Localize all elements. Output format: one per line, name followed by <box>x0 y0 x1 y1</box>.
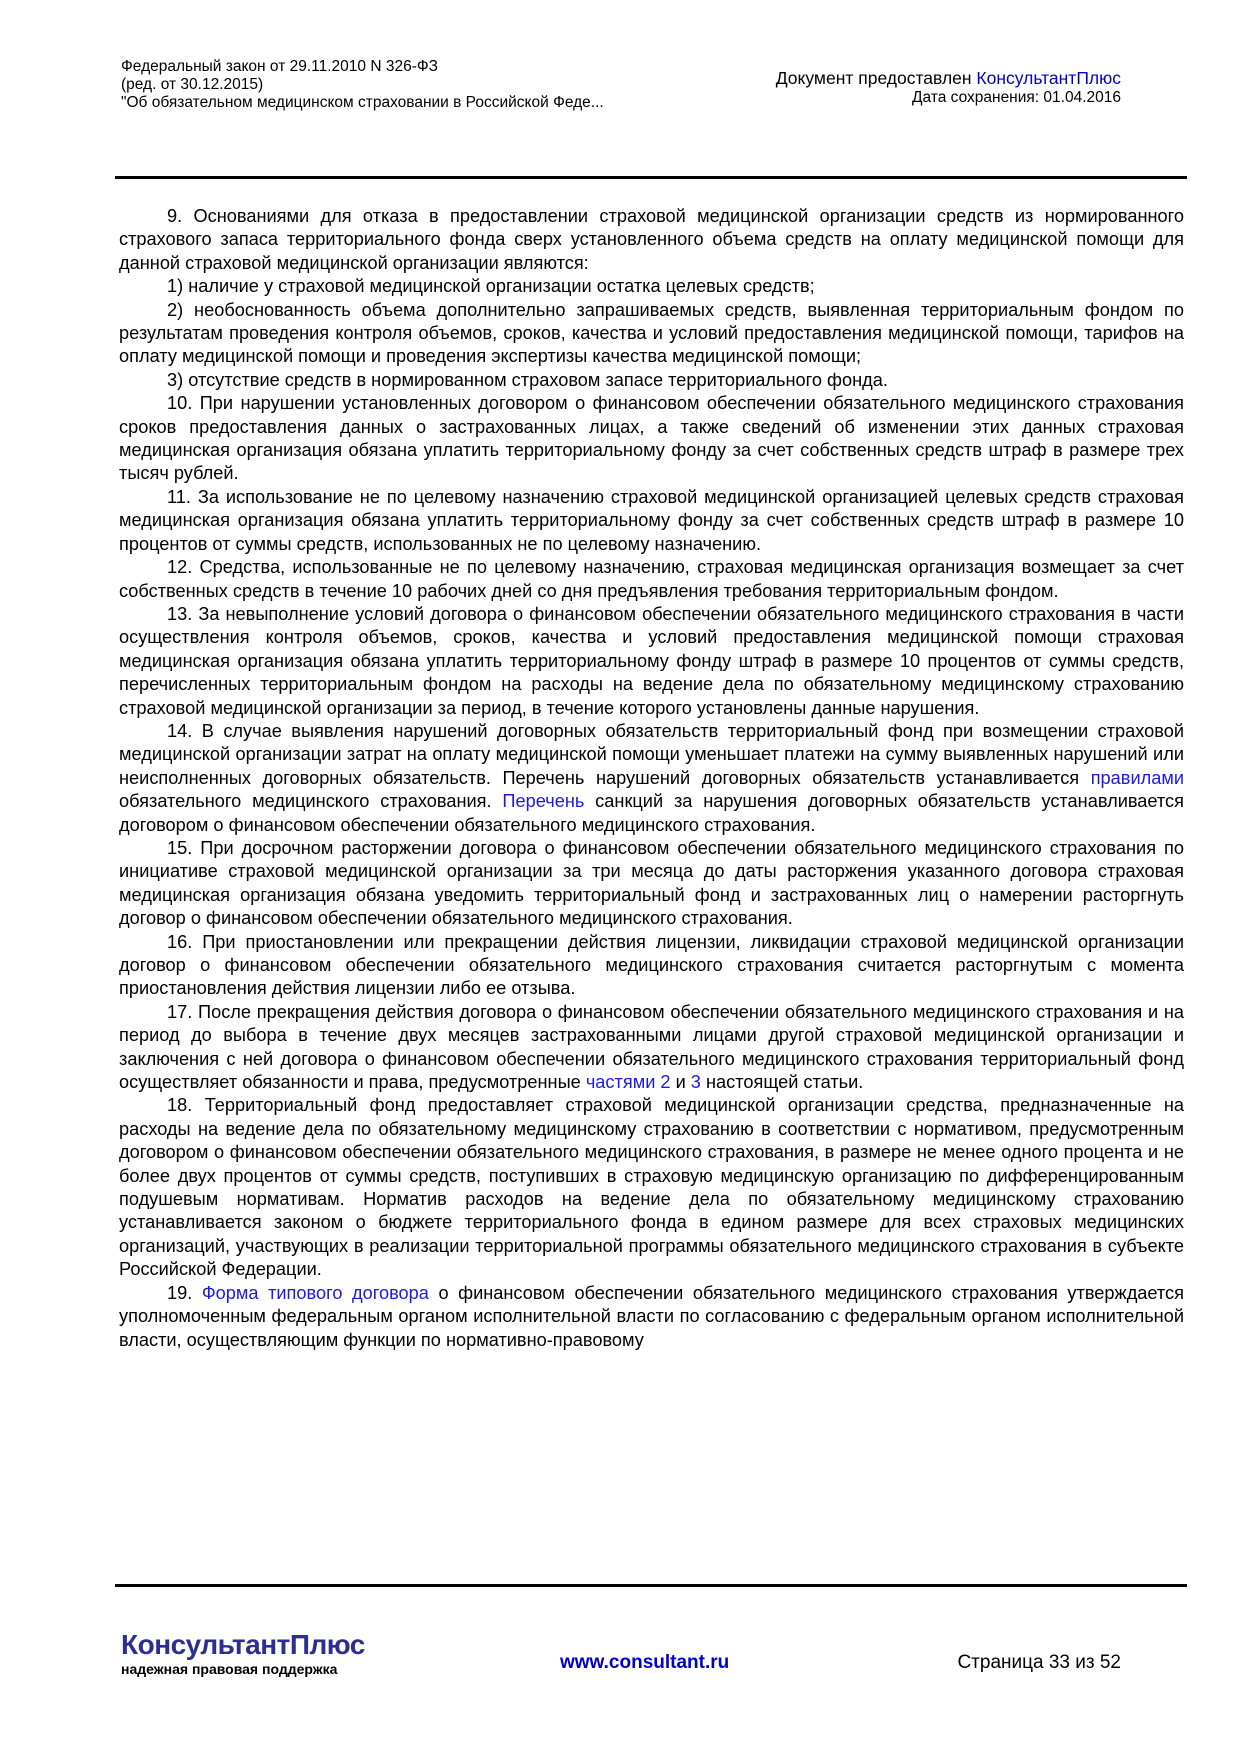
paragraph-17-text: и <box>670 1072 691 1093</box>
footer-divider <box>115 1584 1187 1587</box>
paragraph-15: 15. При досрочном расторжении договора о финансовом обеспечении обязательного медицинского страхования по инициативе страховой медицинской организации за три месяца до даты расторжения указанного договора страховая медицинская организация обязана уведомить территориальный фонд и застрахованных лиц о намерении расторгнуть договор о финансовом обеспечении обязательного медицинского страхования. <box>119 837 1184 929</box>
paragraph-11: 11. За использование не по целевому назначению страховой медицинской организацией целевых средств страховая медицинская организация обязана уплатить территориальному фонду за счет собственных средств штраф в размере 10 процентов от суммы средств, использованных не по целевому назначению. <box>119 486 1184 554</box>
paragraph-9-3: 3) отсутствие средств в нормированном страховом запасе территориального фонда. <box>167 369 888 390</box>
paragraph-14 <box>119 720 1184 837</box>
header-divider <box>115 176 1187 179</box>
paragraph-9-2: 2) необоснованность объема дополнительно запрашиваемых средств, выявленная территориальным фондом по результатам проведения контроля объемов, сроков, качества и условий предоставления медицинской помощи, тарифов на оплату медицинской помощи и проведения экспертизы качества медицинской помощи; <box>119 299 1184 367</box>
footer-tagline: надежная правовая поддержка <box>121 1661 338 1677</box>
paragraph-19 <box>119 1282 1184 1352</box>
paragraph-19-text: 19. <box>167 1282 202 1303</box>
provider-brand: КонсультантПлюс <box>976 68 1121 88</box>
link-part-2[interactable]: частями 2 <box>585 1072 671 1093</box>
link-sanctions-list[interactable]: Перечень <box>502 791 585 812</box>
link-part-3[interactable]: 3 <box>690 1072 701 1093</box>
page-number: Страница 33 из 52 <box>957 1652 1121 1673</box>
paragraph-13: 13. За невыполнение условий договора о финансовом обеспечении обязательного медицинского страхования в части осуществления контроля объемов, сроков, качества и условий предоставления медицинской помощи страховая медицинская организация обязана уплатить территориальному фонду штраф в размере 10 процентов от суммы средств, перечисленных территориальным фондом на расходы на ведение дела по обязательному медицинскому страхованию страховой медицинской организации за период, в течение которого установлены данные нарушения. <box>119 603 1184 718</box>
footer-logo <box>121 1630 365 1678</box>
header-law-name: "Об обязательном медицинском страховании в Российской Феде... <box>121 94 604 111</box>
paragraph-17-text: настоящей статьи. <box>700 1072 864 1093</box>
save-date: Дата сохранения: 01.04.2016 <box>912 89 1121 106</box>
paragraph-17-text: 17. После прекращения действия договора о финансовом обеспечении обязательного медицинского страхования и на период до выбора в течение двух месяцев застрахованными лицами другой страховой медицинской организации и заключения с ней договора о финансовом обеспечении обязательного медицинского страхования территориальный фонд осуществляет обязанности и права, предусмотренные <box>119 1001 1184 1093</box>
paragraph-14-text: обязательного медицинского страхования. <box>119 791 503 812</box>
document-body <box>119 205 1184 1352</box>
document-header-meta <box>776 68 1121 107</box>
header-revision: (ред. от 30.12.2015) <box>121 76 264 93</box>
paragraph-18: 18. Территориальный фонд предоставляет страховой медицинской организации средства, предназначенные на расходы на ведение дела по обязательному медицинскому страхованию в соответствии с нормативом, предусмотренным договором о финансовом обеспечении обязательного медицинского страхования, в размере не менее одного процента и не более двух процентов от суммы средств, поступивших в страховую медицинскую организацию по дифференцированным подушевым нормативам. Норматив расходов на ведение дела по обязательному медицинскому страхованию устанавливается законом о бюджете территориального фонда в едином размере для всех страховых медицинских организаций, участвующих в реализации территориальной программы обязательного медицинского страхования в субъекте Российской Федерации. <box>119 1095 1184 1280</box>
paragraph-14-text: 14. В случае выявления нарушений договорных обязательств территориальный фонд при возмещении страховой медицинской организации затрат на оплату медицинской помощи уменьшает платежи на сумму выявленных нарушений или неисполненных договорных обязательств. Перечень нарушений договорных обязательств устанавливается <box>119 720 1184 788</box>
provided-by-label: Документ предоставлен <box>775 68 977 88</box>
paragraph-10: 10. При нарушении установленных договором о финансовом обеспечении обязательного медицинского страхования сроков предоставления данных о застрахованных лицах, а также сведений об изменении этих данных страховая медицинская организация обязана уплатить территориальному фонду за счет собственных средств штраф в размере трех тысяч рублей. <box>119 393 1184 484</box>
paragraph-16: 16. При приостановлении или прекращении действия лицензии, ликвидации страховой медицинской организации договор о финансовом обеспечении обязательного медицинского страхования считается расторгнутым с момента приостановления действия лицензии либо ее отзыва. <box>119 931 1184 999</box>
footer-website-link[interactable]: www.consultant.ru <box>560 1652 730 1673</box>
paragraph-19-text: о финансовом обеспечении обязательного медицинского страхования утверждается уполномоченным федеральным органом исполнительной власти по согласованию с федеральным органом исполнительной власти, осуществляющим функции по нормативно-правовому <box>119 1282 1184 1350</box>
footer-brand: КонсультантПлюс <box>121 1629 365 1660</box>
document-header-title <box>121 58 604 112</box>
paragraph-9: 9. Основаниями для отказа в предоставлении страховой медицинской организации средств из нормированного страхового запаса территориального фонда сверх установленного объема средств на оплату медицинской помощи для данной страховой медицинской организации являются: <box>119 206 1184 273</box>
paragraph-14-text: санкций за нарушения договорных обязательств устанавливается договором о финансовом обеспечении обязательного медицинского страхования. <box>119 791 1185 835</box>
paragraph-9-1: 1) наличие у страховой медицинской организации остатка целевых средств; <box>167 276 815 297</box>
header-law-title: Федеральный закон от 29.11.2010 N 326-ФЗ <box>121 58 439 75</box>
paragraph-12: 12. Средства, использованные не по целевому назначению, страховая медицинская организация возмещает за счет собственных средств в течение 10 рабочих дней со дня предъявления требования территориальным фондом. <box>119 557 1184 601</box>
link-standard-contract-form[interactable]: Форма типового договора <box>201 1282 429 1303</box>
paragraph-17 <box>119 1001 1184 1095</box>
link-rules[interactable]: правилами <box>1090 767 1184 788</box>
